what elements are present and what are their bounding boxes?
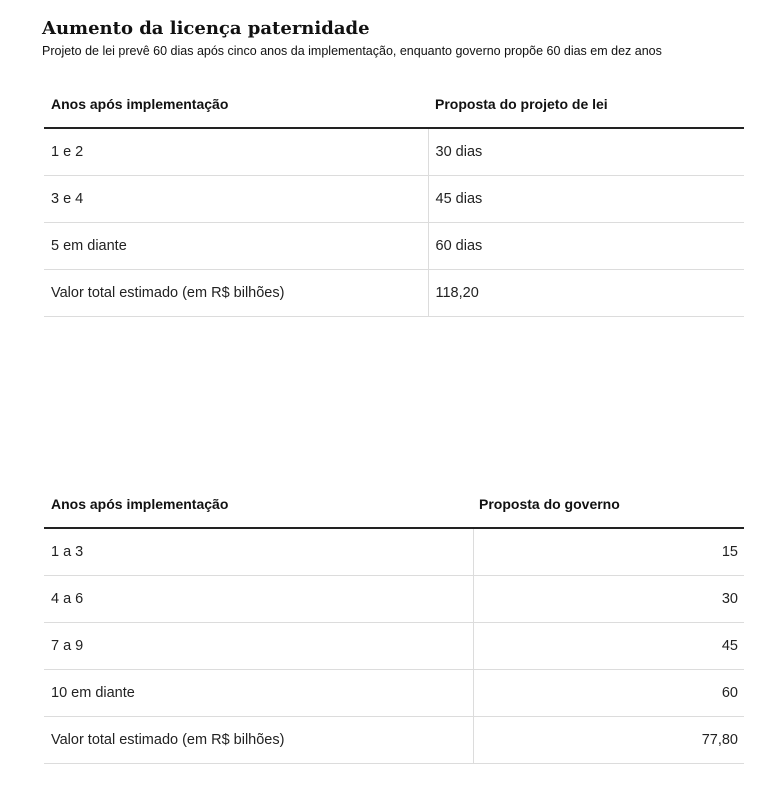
page-subtitle: Projeto de lei prevê 60 dias após cinco anos da implementação, enquanto governo propõe 60 dias em dez anos — [42, 44, 662, 58]
cell-years: 1 a 3 — [44, 528, 473, 576]
table-header-row — [44, 496, 744, 528]
cell-total-label: Valor total estimado (em R$ bilhões) — [44, 270, 428, 317]
bill-proposal-table — [44, 96, 744, 317]
cell-bill-value: 60 dias — [428, 223, 744, 270]
column-header-government-proposal: Proposta do governo — [473, 496, 744, 528]
table-total-row — [44, 270, 744, 317]
table-row — [44, 128, 744, 176]
table-row — [44, 528, 744, 576]
table-row — [44, 223, 744, 270]
cell-years: 3 e 4 — [44, 176, 428, 223]
page-title: Aumento da licença paternidade — [42, 18, 370, 39]
cell-years: 4 a 6 — [44, 576, 473, 623]
cell-government-value: 45 — [473, 623, 744, 670]
cell-government-value: 30 — [473, 576, 744, 623]
cell-years: 10 em diante — [44, 670, 473, 717]
table-row — [44, 576, 744, 623]
table-row — [44, 623, 744, 670]
column-header-bill-proposal: Proposta do projeto de lei — [428, 96, 744, 128]
table-row — [44, 670, 744, 717]
cell-years: 1 e 2 — [44, 128, 428, 176]
cell-total-value: 77,80 — [473, 717, 744, 764]
cell-government-value: 15 — [473, 528, 744, 576]
column-header-years: Anos após implementação — [44, 96, 428, 128]
column-header-years: Anos após implementação — [44, 496, 473, 528]
cell-total-label: Valor total estimado (em R$ bilhões) — [44, 717, 473, 764]
cell-years: 7 a 9 — [44, 623, 473, 670]
cell-years: 5 em diante — [44, 223, 428, 270]
table-header-row — [44, 96, 744, 128]
cell-total-value: 118,20 — [428, 270, 744, 317]
cell-bill-value: 45 dias — [428, 176, 744, 223]
cell-government-value: 60 — [473, 670, 744, 717]
table-row — [44, 176, 744, 223]
cell-bill-value: 30 dias — [428, 128, 744, 176]
government-proposal-table — [44, 496, 744, 764]
table-total-row — [44, 717, 744, 764]
